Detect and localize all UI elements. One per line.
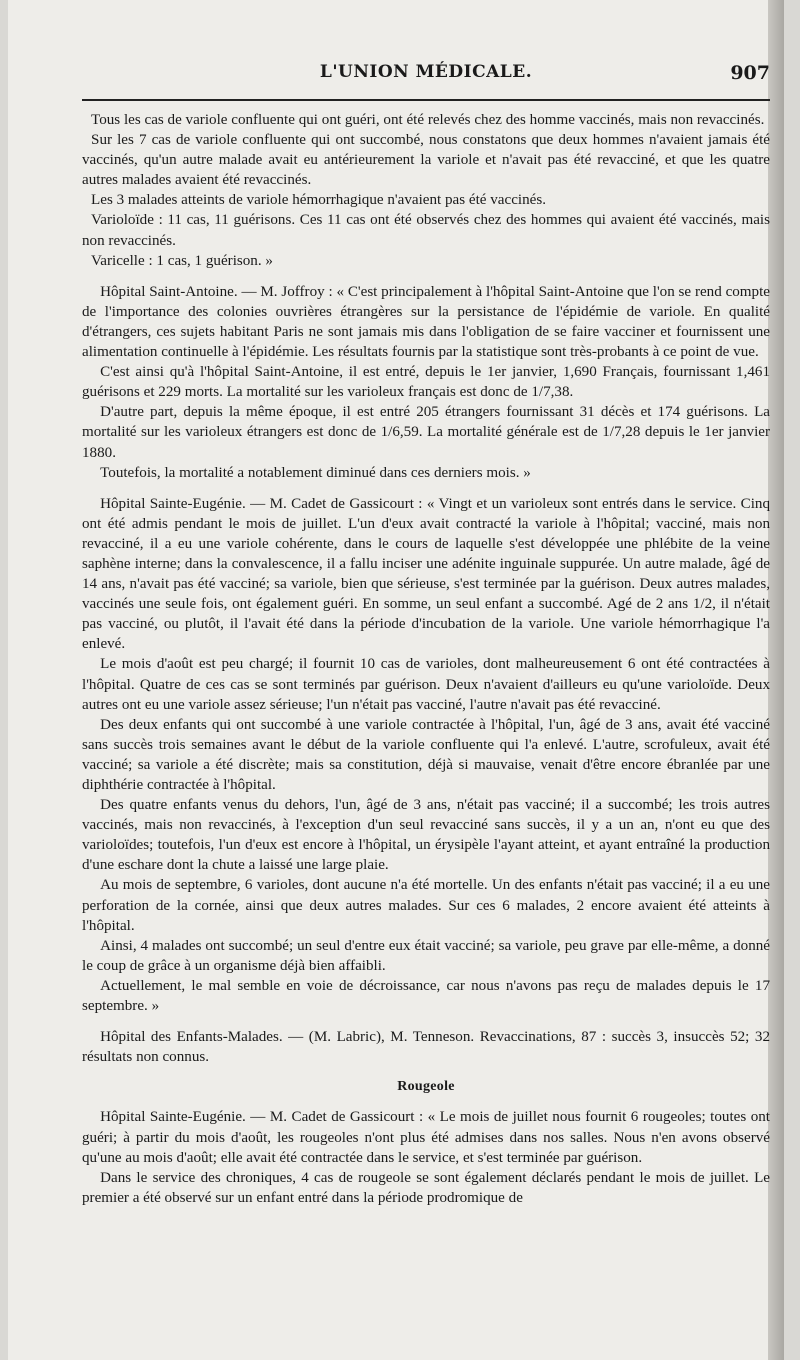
paragraph-hopital-enfants-malades: Hôpital des Enfants-Malades. — (M. Labric), M. Tenneson. Revaccinations, 87 : succès 3, insuccès 52; 32 résultats non connus. <box>82 1029 770 1066</box>
paragraph: Actuellement, le mal semble en voie de décroissance, car nous n'avons pas reçu de malades depuis le 17 septembre. » <box>82 977 770 1015</box>
running-header <box>82 62 770 90</box>
paragraph: Tous les cas de variole confluente qui ont guéri, ont été relevés chez des homme vaccinés, mais non revaccinés. <box>91 112 765 128</box>
paragraph: Ainsi, 4 malades ont succombé; un seul d'entre eux était vacciné; sa variole, peu grave par elle-même, a donné le coup de grâce à un organisme déjà bien affaibli. <box>82 937 770 974</box>
page-gutter <box>768 0 784 1360</box>
paragraph: Varicelle : 1 cas, 1 guérison. » <box>91 252 273 269</box>
paragraph-hopital-sainte-eugenie: Hôpital Sainte-Eugénie. — M. Cadet de Gassicourt : « Vingt et un varioleux sont entrés dans le service. Cinq ont été admis pendant le mois de juillet. L'un d'eux avait contracté la variole à l'hôpital; vacciné, mais non revacciné, il a eu une variole cohérente, dans le cours de laquelle s'est développée une phlébite de la veine saphène interne; dans la convalescence, il a fallu inciser une adénite inguinale suppurée. Un autre malade, âgé de 14 ans, n'avait pas été vacciné; sa variole, bien que sérieuse, s'est terminée par la guérison. Deux autres malades, vaccinés une seule fois, ont également guéri. En somme, un seul enfant a succombé. Agé de 2 ans 1/2, il n'était pas vacciné, ou plutôt, il l'avait été dans la période d'incubation de la variole. Une variole hémorrhagique l'a enlevé. <box>82 495 770 653</box>
page-number: 907 <box>730 62 770 84</box>
paragraph: Sur les 7 cas de variole confluente qui ont succombé, nous constatons que deux hommes n'avaient jamais été vaccinés, qu'un autre malade avait eu antérieurement la variole et n'avait pas été revacciné, et que les quatre autres malades avaient été revaccinés. <box>82 132 770 189</box>
paragraph: Des quatre enfants venus du dehors, l'un, âgé de 3 ans, n'était pas vacciné; il a succombé; les trois autres vaccinés, mais non revaccinés, à l'exception d'un seul revacciné sans succès, il y a un an, n'ont eu que des varioloïdes; toutefois, l'un d'eux est encore à l'hôpital, un érysipèle l'ayant atteint, et ayant entraîné la production d'une eschare dont la chute a laissé une large plaie. <box>82 797 770 874</box>
paragraph: Les 3 malades atteints de variole hémorrhagique n'avaient pas été vaccinés. <box>91 192 546 209</box>
paragraph: Varioloïde : 11 cas, 11 guérisons. Ces 11 cas ont été observés chez des hommes qui avaient été vaccinés, mais non revaccinés. <box>82 212 770 249</box>
header-rule <box>82 99 770 101</box>
paragraph: Au mois de septembre, 6 varioles, dont aucune n'a été mortelle. Un des enfants n'était pas vacciné; il a eu une perforation de la cornée, ainsi que deux autres malades. Sur ces 6 malades, 2 encore avaient été atteints à l'hôpital. <box>82 877 770 934</box>
paragraph: Dans le service des chroniques, 4 cas de rougeole se sont également déclarés pendant le mois de juillet. Le premier a été observé sur un enfant entré dans la période prodromique de <box>82 1169 770 1206</box>
paragraph-hopital-saint-antoine: Hôpital Saint-Antoine. — M. Joffroy : « C'est principalement à l'hôpital Saint-Antoine que l'on se rend compte de l'importance des colonies ouvrières étrangères sur la persistance de l'épidémie de variole. En qualité d'étrangers, ces sujets habitant Paris ne sont jamais mis dans l'obligation de se faire vacciner et fournissent une alimentation continuelle à l'épidémie. Les résultats fournis par la statistique sont très-probants à ce point de vue. <box>82 283 770 361</box>
article-body <box>82 110 770 1208</box>
paragraph: C'est ainsi qu'à l'hôpital Saint-Antoine, il est entré, depuis le 1er janvier, 1,690 Français, fournissant 1,461 guérisons et 229 morts. La mortalité sur les varioleux français est donc de 1/7,38. <box>82 364 770 401</box>
paragraph: D'autre part, depuis la même époque, il est entré 205 étrangers fournissant 31 décès et 174 guérisons. La mortalité sur les varioleux étrangers est donc de 1/6,59. La mortalité générale est de 1/7,28 depuis le 1er janvier 1880. <box>82 404 770 461</box>
paragraph: Toutefois, la mortalité a notablement diminué dans ces derniers mois. » <box>100 464 531 481</box>
paragraph: Le mois d'août est peu chargé; il fournit 10 cas de varioles, dont malheureusement 6 ont été contractées à l'hôpital. Quatre de ces cas se sont terminés par guérison. Deux n'avaient d'ailleurs eu qu'une varioloïde. Deux autres ont eu une variole assez sérieuse; l'un n'était pas vacciné, l'autre n'avait pas été revacciné. <box>82 656 770 713</box>
section-heading-rougeole: Rougeole <box>397 1079 455 1095</box>
paragraph: Hôpital Sainte-Eugénie. — M. Cadet de Gassicourt : « Le mois de juillet nous fournit 6 rougeoles; toutes ont guéri; à partir du mois d'août, les rougeoles n'ont plus été admises dans nos salles. Nous n'en avons observé qu'une au mois d'août; elle avait été contractée dans le service, et s'est terminée par guérison. <box>82 1109 770 1166</box>
journal-title: L'UNION MÉDICALE. <box>319 62 533 82</box>
paragraph: Des deux enfants qui ont succombé à une variole contractée à l'hôpital, l'un, âgé de 3 ans, avait été vacciné sans succès trois semaines avant le début de la variole confluente qui l'a enlevé. L'autre, scrofuleux, avait été vacciné; sa variole a été discrète; mais sa constitution, déjà si mauvaise, venait d'être encore ébranlée par une diphthérie contractée à l'hôpital. <box>82 716 770 793</box>
